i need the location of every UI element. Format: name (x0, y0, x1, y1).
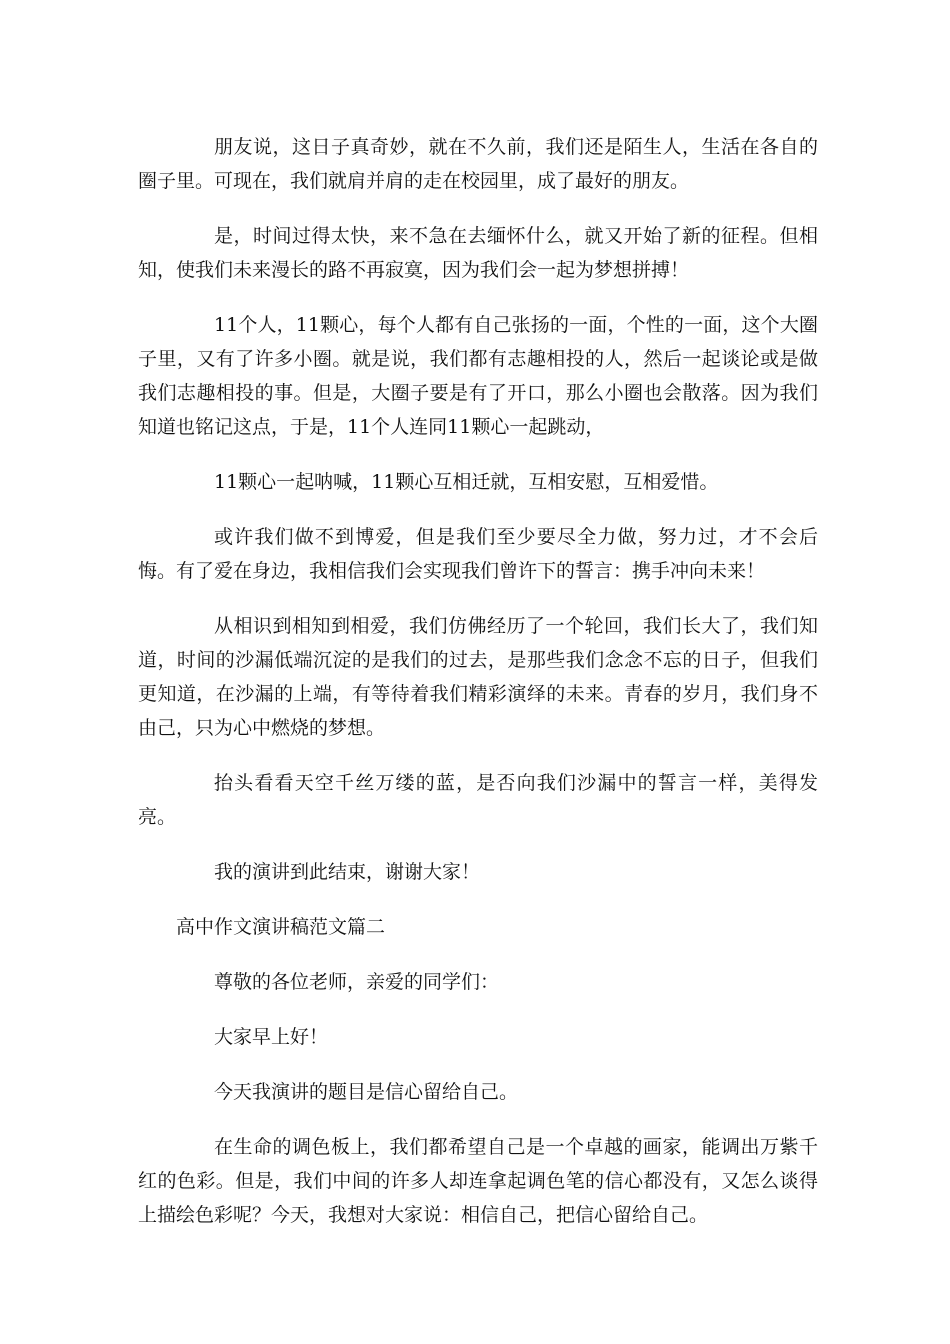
section-heading: 高中作文演讲稿范文篇二 (176, 916, 386, 938)
paragraph-time: 是，时间过得太快，来不急在去缅怀什么，就又开始了新的征程。但相知，使我们未来漫长的路不再寂寞，因为我们会一起为梦想拼搏！ (138, 225, 818, 281)
paragraph-greeting: 尊敬的各位老师，亲爱的同学们： (214, 971, 500, 993)
paragraph-love: 或许我们做不到博爱，但是我们至少要尽全力做，努力过，才不会后悔。有了爱在身边，我相信我们会实现我们曾许下的誓言：携手冲向未来！ (138, 526, 818, 582)
paragraph-friends: 朋友说，这日子真奇妙，就在不久前，我们还是陌生人，生活在各自的圈子里。可现在，我们就肩并肩的走在校园里，成了最好的朋友。 (138, 136, 818, 192)
paragraph-palette: 在生命的调色板上，我们都希望自己是一个卓越的画家，能调出万紫千红的色彩。但是，我们中间的许多人却连拿起调色笔的信心都没有，又怎么谈得上描绘色彩呢？今天，我想对大家说：相信自己，把信心留给自己。 (138, 1136, 818, 1226)
paragraph-topic: 今天我演讲的题目是信心留给自己。 (214, 1081, 519, 1103)
paragraph-eleven-people: 11个人，11颗心，每个人都有自己张扬的一面，个性的一面，这个大圈子里，又有了许多小圈。就是说，我们都有志趣相投的人，然后一起谈论或是做我们志趣相投的事。但是，大圈子要是有了开口，那么小圈也会散落。因为我们知道也铭记这点，于是，11个人连同11颗心一起跳动， (138, 314, 818, 438)
paragraph-hourglass: 从相识到相知到相爱，我们仿佛经历了一个轮回，我们长大了，我们知道，时间的沙漏低端沉淀的是我们的过去，是那些我们念念不忘的日子，但我们更知道，在沙漏的上端，有等待着我们精彩演绎的未来。青春的岁月，我们身不由己，只为心中燃烧的梦想。 (138, 615, 818, 739)
document-body (138, 130, 818, 1253)
paragraph-eleven-hearts: 11颗心一起呐喊，11颗心互相迁就，互相安慰，互相爱惜。 (214, 471, 719, 493)
paragraph-good-morning: 大家早上好！ (214, 1026, 329, 1048)
paragraph-closing: 我的演讲到此结束，谢谢大家！ (214, 861, 481, 883)
paragraph-sky: 抬头看看天空千丝万缕的蓝，是否向我们沙漏中的誓言一样，美得发亮。 (138, 772, 818, 828)
